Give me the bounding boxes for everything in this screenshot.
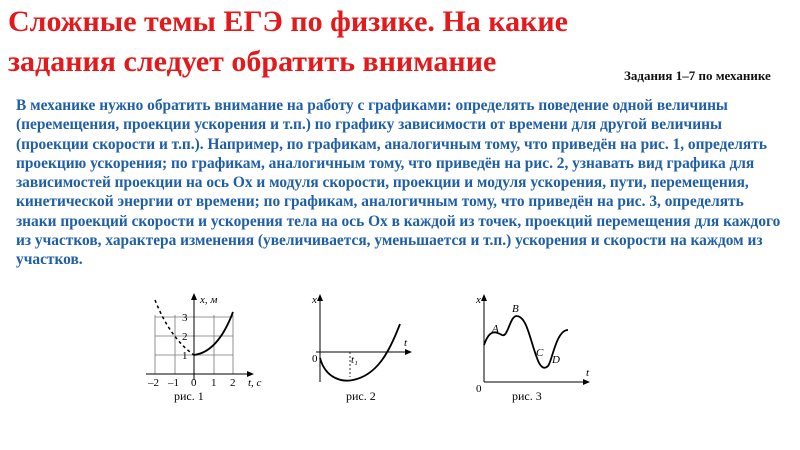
fig1-y-label: x, м — [200, 294, 218, 306]
fig1-x-label: t, с — [248, 377, 262, 389]
fig2-caption: рис. 2 — [346, 389, 376, 403]
slide-subtitle: Задания 1–7 по механике — [624, 68, 771, 83]
figure-1 — [138, 290, 268, 405]
fig1-x-tick-2: 2 — [230, 377, 236, 389]
fig2-t-arrow — [405, 349, 412, 355]
fig1-x-arrow — [191, 293, 197, 300]
fig3-label-b: B — [512, 303, 519, 315]
fig1-y-tick-3: 3 — [182, 312, 188, 324]
fig1-curve — [194, 312, 233, 355]
fig2-origin-label: 0 — [312, 353, 318, 365]
fig3-x-arrow — [481, 294, 487, 301]
figure-2 — [308, 290, 418, 405]
fig2-y-label: x — [312, 294, 317, 306]
fig2-x-label: t — [404, 337, 408, 349]
fig3-y-label: x — [476, 294, 481, 306]
fig3-caption: рис. 3 — [512, 389, 542, 403]
fig1-caption: рис. 1 — [174, 389, 204, 403]
fig1-x-tick-1: 1 — [211, 377, 217, 389]
fig3-label-c: C — [536, 347, 544, 359]
slide-title: Сложные темы ЕГЭ по физике. На какие задания следует обратить внимание — [8, 5, 568, 78]
figure-3 — [472, 290, 602, 405]
fig3-t-arrow — [583, 379, 590, 385]
fig2-t1-label: t₁ — [351, 354, 358, 366]
fig2-x-arrow — [317, 294, 323, 301]
fig3-origin-label: 0 — [476, 383, 482, 395]
fig3-label-a: A — [492, 323, 499, 335]
fig1-y-tick-2: 2 — [182, 331, 188, 343]
fig3-x-label: t — [586, 367, 590, 379]
fig3-label-d: D — [552, 354, 560, 366]
fig1-x-tick-neg2: –2 — [148, 377, 159, 389]
fig1-x-tick-neg1: –1 — [168, 377, 179, 389]
fig1-x-tick-0: 0 — [191, 377, 197, 389]
body-paragraph: В механике нужно обратить внимание на работу с графиками: определять поведение одной величины (перемещения, проекции ускорения и т.п.) по графику зависимости от времени для другой величины (проекции скорости и т.п.). Например, по графикам, аналогичным тому, что приведён на рис. 1, определять проекцию ускорения; по графикам, аналогичным тому, что приведён на рис. 2, узнавать вид графика для зависимостей проекции на ось Ох и модуля скорости, проекции и модуля ускорения, пути, перемещения, кинетической энергии от времени; по графикам, аналогичным тому, что приведён на рис. 3, определять знаки проекций скорости и ускорения тела на ось Ох в каждой из точек, проекций перемещения для каждого из участков, характера изменения (увеличивается, уменьшается и т.п.) ускорения и скорости на каждом из участков. — [16, 97, 781, 269]
fig1-y-tick-1: 1 — [182, 350, 188, 362]
fig1-dashed-curve — [155, 300, 194, 355]
